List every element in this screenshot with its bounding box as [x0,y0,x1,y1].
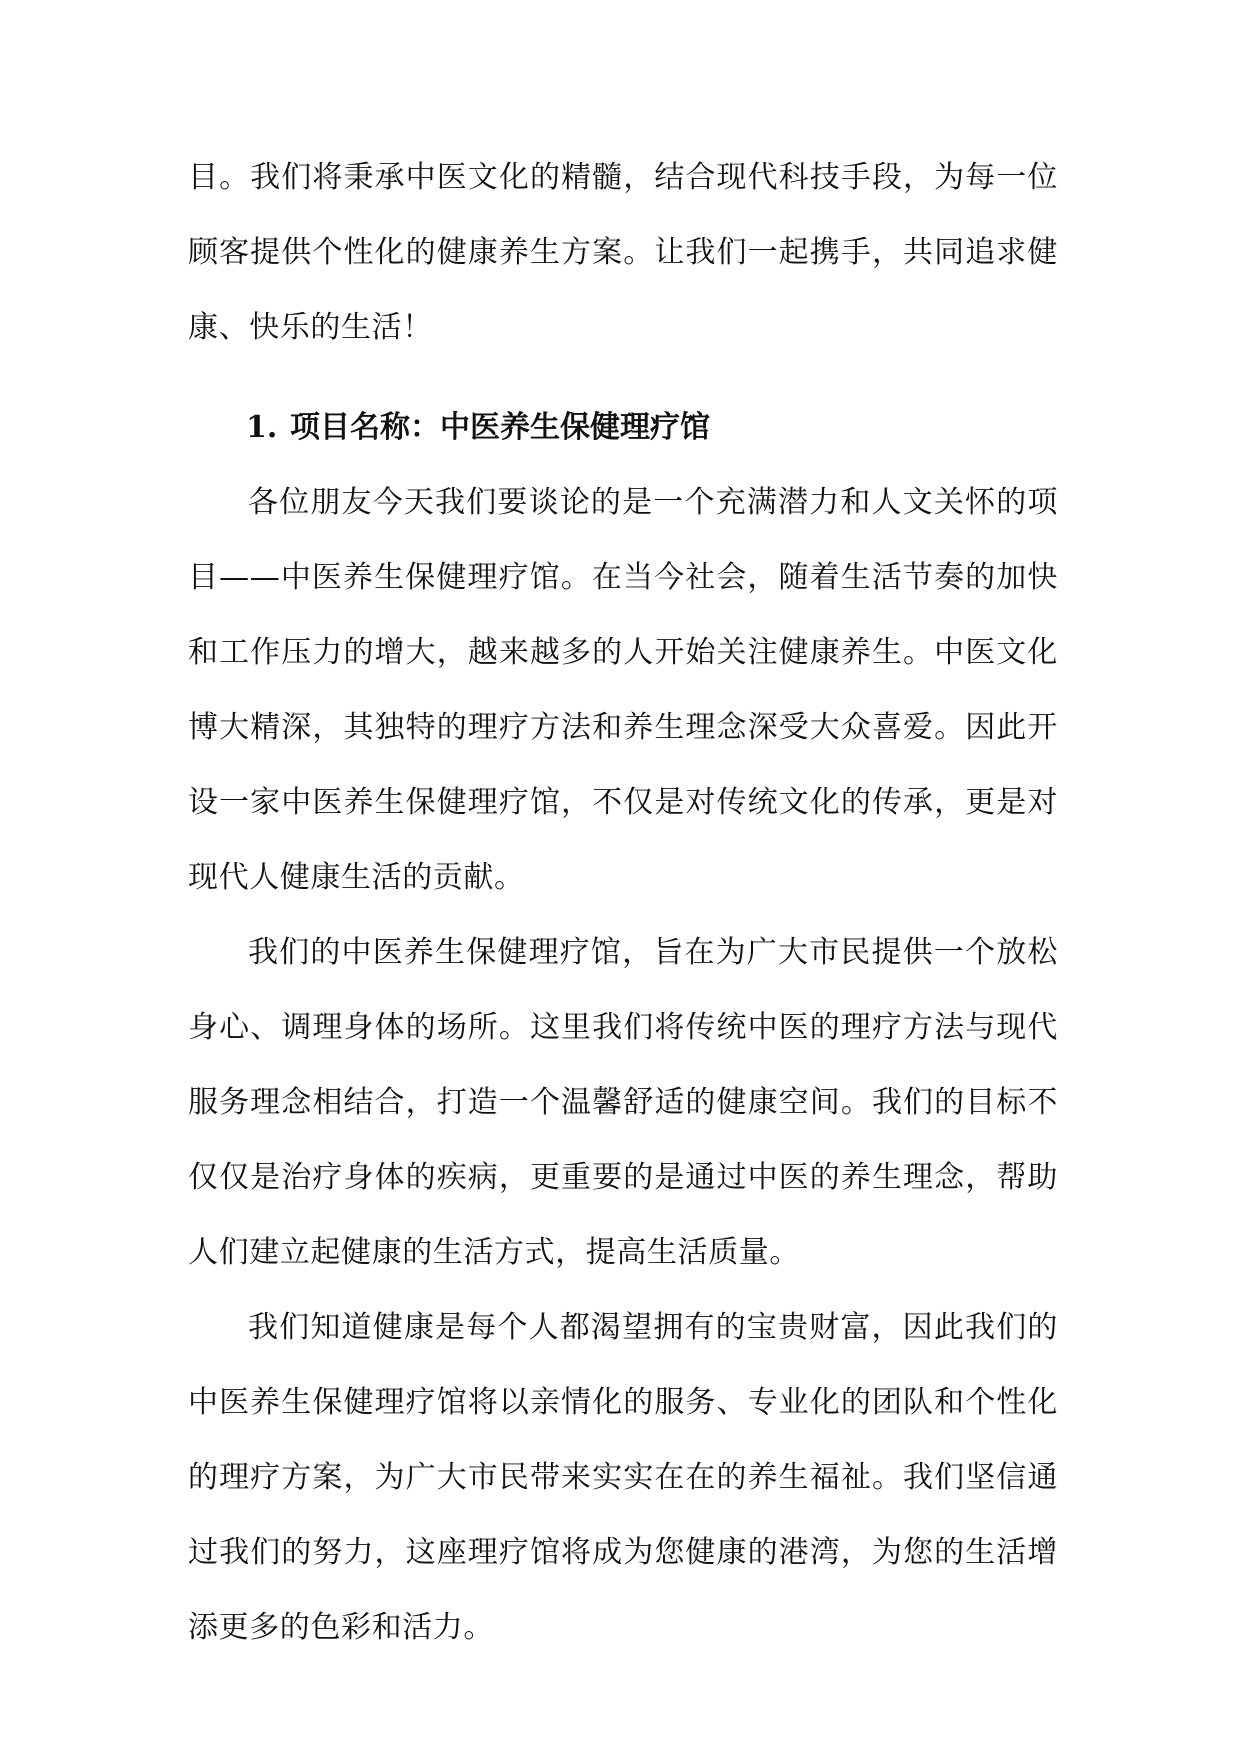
body-paragraph-1: 各位朋友今天我们要谈论的是一个充满潜力和人文关怀的项目——中医养生保健理疗馆。在当今社会，随着生活节奏的加快和工作压力的增大，越来越多的人开始关注健康养生。中医文化博大精深，其独特的理疗方法和养生理念深受大众喜爱。因此开设一家中医养生保健理疗馆，不仅是对传统文化的传承，更是对现代人健康生活的贡献。 [188,485,1058,895]
section-number: 1. [246,410,278,445]
body-paragraph-3: 我们知道健康是每个人都渴望拥有的宝贵财富，因此我们的中医养生保健理疗馆将以亲情化的服务、专业化的团队和个性化的理疗方案，为广大市民带来实实在在的养生福祉。我们坚信通过我们的努力，这座理疗馆将成为您健康的港湾，为您的生活增添更多的色彩和活力。 [188,1310,1058,1645]
body-paragraph-2: 我们的中医养生保健理疗馆，旨在为广大市民提供一个放松身心、调理身体的场所。这里我们将传统中医的理疗方法与现代服务理念相结合，打造一个温馨舒适的健康空间。我们的目标不仅仅是治疗身体的疾病，更重要的是通过中医的养生理念，帮助人们建立起健康的生活方式，提高生活质量。 [188,935,1058,1270]
intro-continuation-paragraph: 目。我们将秉承中医文化的精髓，结合现代科技手段，为每一位顾客提供个性化的健康养生方案。让我们一起携手，共同追求健康、快乐的生活！ [188,160,1058,345]
section-title: 项目名称：中医养生保健理疗馆 [290,410,710,445]
document-body [188,140,1058,1665]
section-heading [188,390,1058,465]
